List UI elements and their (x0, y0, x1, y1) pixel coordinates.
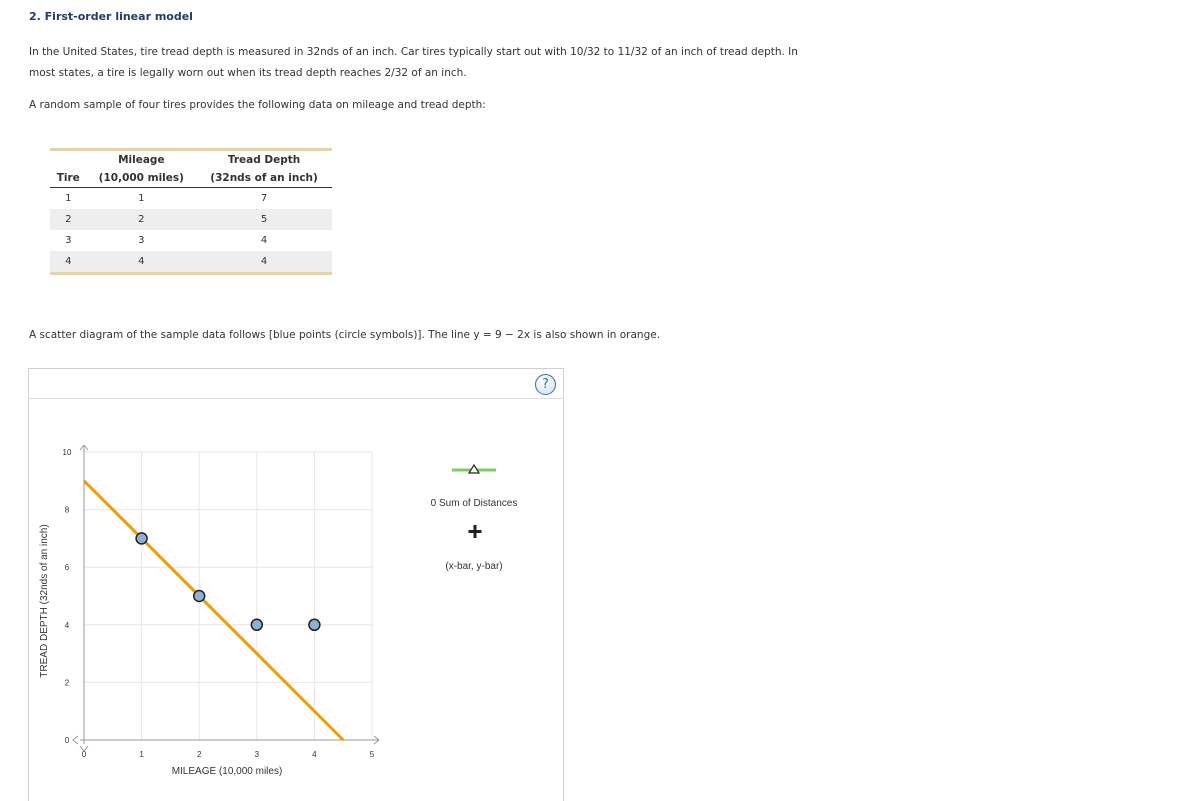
header-tread-line1: Tread Depth (227, 154, 301, 166)
table-row (50, 188, 332, 210)
x-tick-label: 2 (196, 750, 202, 759)
cell-mileage: 1 (138, 193, 145, 204)
intro-line-1: In the United States, tire tread depth is measured in 32nds of an inch. Car tires typically start out with 10/32 to 11/32 of an inch of tread depth. In (29, 46, 798, 58)
data-point[interactable] (194, 591, 205, 602)
cell-mileage: 3 (138, 235, 145, 246)
data-point[interactable] (309, 619, 320, 630)
table-row (50, 209, 332, 230)
header-mileage-line1: Mileage (118, 154, 165, 166)
x-tick-label: 0 (81, 750, 87, 759)
cell-tread: 4 (260, 235, 268, 246)
table-row (50, 251, 332, 274)
header-empty (50, 150, 87, 170)
cell-tread: 5 (196, 209, 332, 230)
x-tick-label: 4 (312, 750, 317, 759)
scatter-plot (29, 369, 563, 801)
intro-paragraph (29, 42, 859, 84)
y-tick-label: 4 (64, 620, 70, 630)
tick-labels (63, 448, 375, 759)
table-header-row-2 (50, 169, 332, 188)
table-row (50, 230, 332, 251)
axes (73, 445, 379, 751)
fit-line-layer[interactable] (84, 481, 343, 740)
data-point[interactable] (251, 619, 262, 630)
y-axis-label: TREAD DEPTH (32nds of an inch) (39, 524, 50, 678)
x-axis-label: MILEAGE (10,000 miles) (171, 766, 283, 777)
x-tick-label: 5 (369, 750, 375, 759)
fit-line[interactable] (84, 481, 343, 740)
x-axis-arrow-left-icon (73, 736, 78, 744)
header-tread-line2: (32nds of an inch) (196, 169, 332, 188)
legend (431, 465, 518, 572)
scatter-description: A scatter diagram of the sample data follows [blue points (circle symbols)]. The line y = 9 − 2x is also shown in orange. (29, 329, 661, 341)
sum-distances-label: 0 Sum of Distances (430, 498, 518, 509)
data-table (50, 148, 332, 275)
table-header-row-1 (50, 150, 332, 170)
mean-point-label: (x-bar, y-bar) (445, 561, 503, 572)
sample-description: A random sample of four tires provides the following data on mileage and tread depth: (29, 99, 486, 111)
y-tick-label: 6 (64, 563, 70, 573)
cell-mileage: 4 (87, 251, 197, 274)
y-tick-label: 0 (64, 736, 70, 745)
x-tick-label: 1 (139, 750, 144, 759)
y-tick-label: 10 (62, 448, 72, 457)
cell-tread: 7 (260, 193, 268, 204)
intro-line-2: most states, a tire is legally worn out when its tread depth reaches 2/32 of an inch. (29, 67, 467, 79)
section-title: 2. First-order linear model (29, 10, 193, 23)
cell-mileage: 2 (87, 209, 197, 230)
graph-panel (28, 368, 564, 801)
plus-icon[interactable] (469, 525, 482, 538)
points-layer[interactable] (136, 533, 320, 630)
data-point[interactable] (136, 533, 147, 544)
cell-tread: 4 (196, 251, 332, 274)
cell-tire: 2 (50, 209, 87, 230)
x-tick-label: 3 (254, 750, 260, 759)
header-tire: Tire (50, 169, 87, 188)
grid-lines (84, 452, 372, 740)
cell-tire: 4 (50, 251, 87, 274)
cell-tire: 3 (65, 235, 72, 246)
y-tick-label: 8 (64, 505, 70, 515)
cell-tire: 1 (65, 193, 72, 204)
header-mileage-line2: (10,000 miles) (87, 169, 197, 188)
y-tick-label: 2 (64, 678, 70, 688)
help-icon[interactable]: ? (535, 374, 556, 395)
